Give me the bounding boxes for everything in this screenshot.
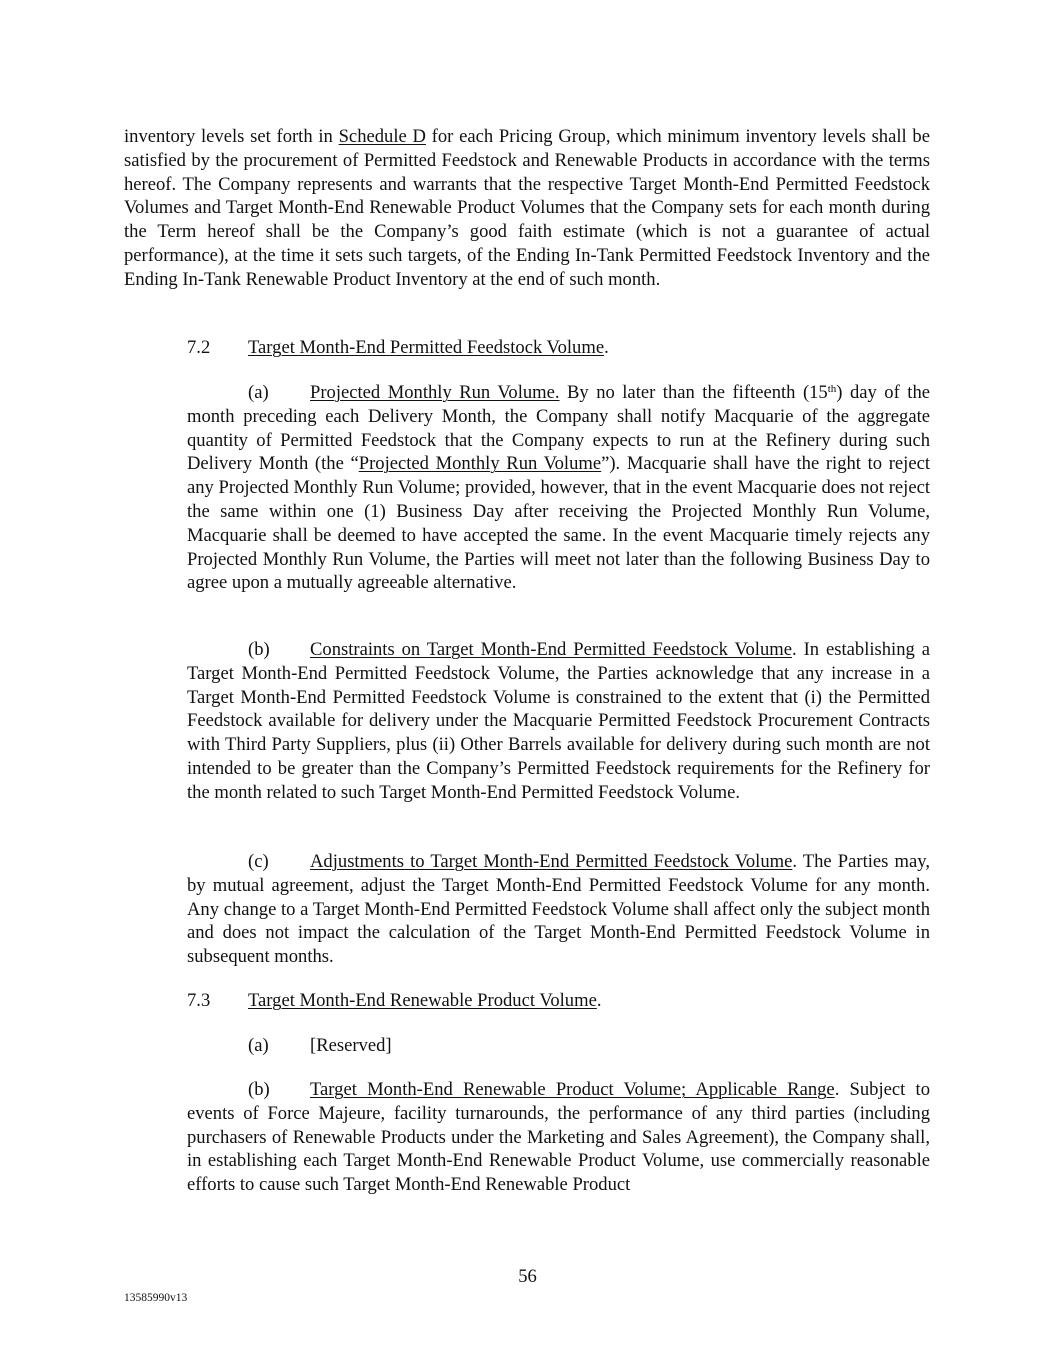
defined-term: Projected Monthly Run Volume bbox=[358, 453, 602, 475]
subsection-title: Target Month-End Renewable Product Volume; Applicable Range bbox=[310, 1079, 835, 1100]
section-7-2-heading: 7.2 Target Month-End Permitted Feedstock Volume. bbox=[187, 337, 609, 358]
schedule-d-link[interactable]: Schedule D bbox=[338, 126, 426, 147]
section-title: Target Month-End Renewable Product Volume bbox=[248, 990, 597, 1011]
section-7-3-a: (a) [Reserved] bbox=[248, 1035, 392, 1056]
ordinal-superscript: th bbox=[827, 383, 837, 395]
subsection-title: Adjustments to Target Month-End Permitted Feedstock Volume bbox=[310, 851, 793, 872]
section-7-2-b: (b) Constraints on Target Month-End Permitted Feedstock Volume. In establishing a Target Month-End Permitted Feedstock Volume, the Parties acknowledge that any increase in a Target Month-End Permitted Feedstock Volume is constrained to the extent that (i) the Permitted Feedstock available for delivery under the Macquarie Permitted Feedstock Procurement Contracts with Third Party Suppliers, plus (ii) Other Barrels available for delivery during such month are not intended to be greater than the Company’s Permitted Feedstock requirements for the Refinery for the month related to such Target Month-End Permitted Feedstock Volume. bbox=[187, 639, 930, 803]
section-number: 7.2 bbox=[187, 337, 211, 358]
section-7-3-heading: 7.3 Target Month-End Renewable Product Volume. bbox=[187, 990, 602, 1011]
intro-paragraph: inventory levels set forth in Schedule D for each Pricing Group, which minimum inventory levels shall be satisfied by the procurement of Permitted Feedstock and Renewable Products in accordance with the terms hereof. The Company represents and warrants that the respective Target Month-End Permitted Feedstock Volumes and Target Month-End Renewable Product Volumes that the Company sets for each month during the Term hereof shall be the Company’s good faith estimate (which is not a guarantee of actual performance), at the time it sets such targets, of the Ending In-Tank Permitted Feedstock Inventory and the Ending In-Tank Renewable Product Inventory at the end of such month. bbox=[124, 126, 930, 290]
subsection-label: (b) bbox=[248, 1079, 270, 1100]
section-7-3-b: (b) Target Month-End Renewable Product Volume; Applicable Range. Subject to events of Force Majeure, facility turnarounds, the performance of any third parties (including purchasers of Renewable Products under the Marketing and Sales Agreement), the Company shall, in establishing each Target Month-End Renewable Product Volume, use commercially reasonable efforts to cause such Target Month-End Renewable Product bbox=[187, 1079, 930, 1196]
section-title: Target Month-End Permitted Feedstock Volume bbox=[248, 337, 605, 358]
page-number: 56 bbox=[518, 1266, 537, 1287]
section-number: 7.3 bbox=[187, 990, 211, 1011]
subsection-title: Projected Monthly Run Volume. bbox=[310, 382, 560, 403]
subsection-label: (a) bbox=[248, 382, 269, 403]
subsection-label: (c) bbox=[248, 851, 269, 872]
section-7-2-a: (a) Projected Monthly Run Volume. By no later than the fifteenth (15th) day of the month preceding each Delivery Month, the Company shall notify Macquarie of the aggregate quantity of Permitted Feedstock that the Company expects to run at the Refinery during such Delivery Month (the “Projected Monthly Run Volume”). Macquarie shall have the right to reject any Projected Monthly Run Volume; provided, however, that in the event Macquarie does not reject the same within one (1) Business Day after receiving the Projected Monthly Run Volume, Macquarie shall be deemed to have accepted the same. In the event Macquarie timely rejects any Projected Monthly Run Volume, the Parties will meet not later than the following Business Day to agree upon a mutually agreeable alternative. bbox=[187, 382, 930, 594]
section-7-2-c: (c) Adjustments to Target Month-End Permitted Feedstock Volume. The Parties may, by mutual agreement, adjust the Target Month-End Permitted Feedstock Volume for any month. Any change to a Target Month-End Permitted Feedstock Volume shall affect only the subject month and does not impact the calculation of the Target Month-End Permitted Feedstock Volume in subsequent months. bbox=[187, 851, 930, 968]
subsection-label: (b) bbox=[248, 639, 270, 660]
subsection-title: Constraints on Target Month-End Permitted Feedstock Volume bbox=[310, 639, 792, 660]
document-id: 13585990v13 bbox=[124, 1292, 188, 1304]
subsection-label: (a) bbox=[248, 1035, 269, 1056]
